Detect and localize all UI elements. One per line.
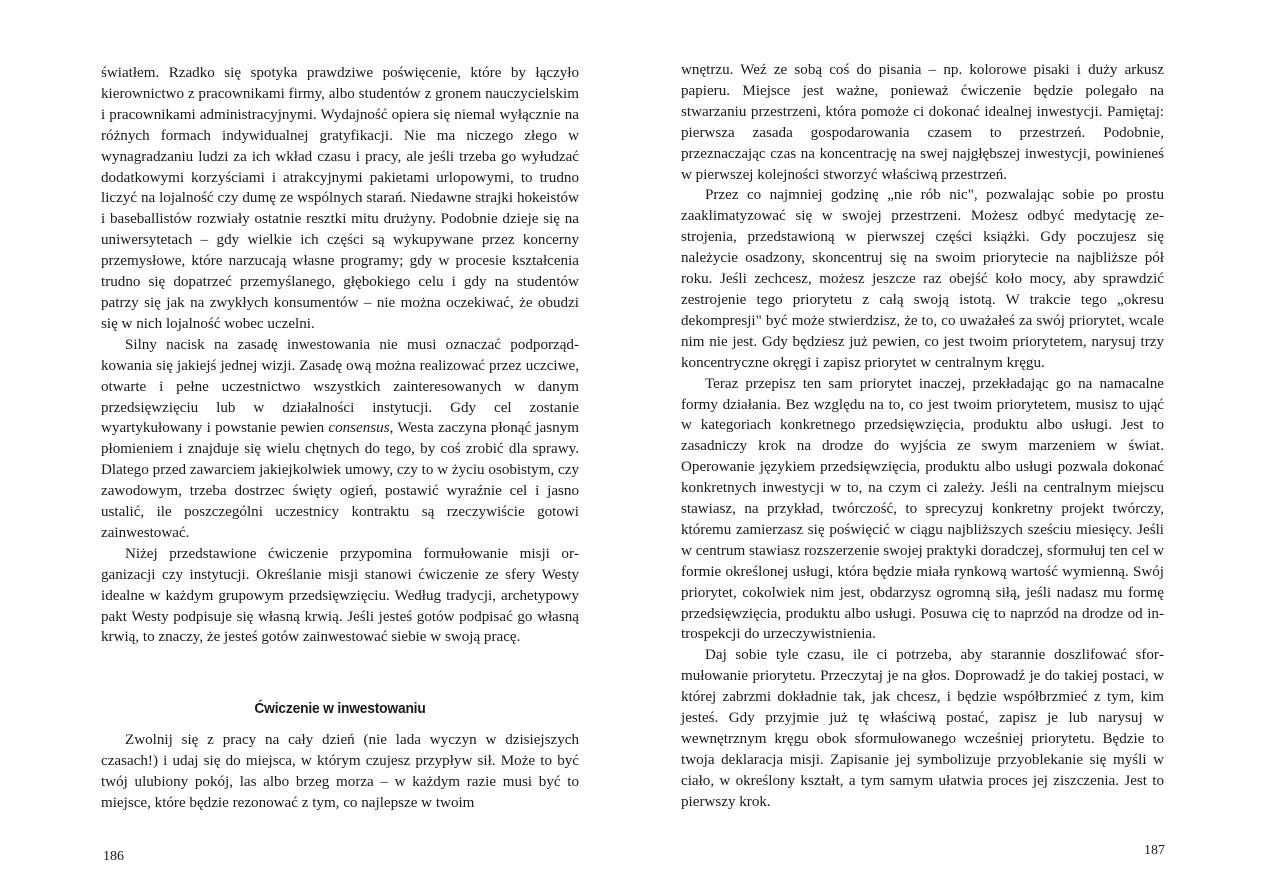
paragraph: Przez co najmniej godzinę „nie rób nic", pozwalając sobie po prostu zaaklimatyzować się w swojej przestrzeni. Możesz odbyć medytację zestrojenia, przedstawioną w pierwszej części książki. Gdy poczujesz się należycie osadzony, skoncentruj się na swoim priorytecie na najbliższe pół roku. Jeśli zechcesz, możesz jeszcze raz obejść koło mocy, aby sprawdzić zestrojenie tego priorytetu z całą swoją istotą. W trakcie tego „okresu dekompresji" być może stwierdzisz, że to, co uważałeś za swój priorytet, wcale nim nie jest. Gdy będziesz już pewien, co jest twoim priorytetem, narysuj trzy koncentryczne okręgi i zapisz priorytet w centralnym kręgu.: [681, 187, 1164, 371]
page-number: 186: [103, 849, 124, 864]
section-heading: Ćwiczenie w inwestowaniu: [254, 700, 426, 718]
paragraph: wnętrzu. Weź ze sobą coś do pisania – np. kolorowe pisaki i duży arkusz papieru. Miejsce jest ważne, ponieważ ćwiczenie będzie polegało na stwarzaniu przestrzeni, która pomoże ci dokonać idealnej inwestycji. Pamiętaj: pierwsza zasada gospodarowania czasem to przestrzeń. Podobnie, przeznaczając czas na koncentrację na swej najgłębszej inwestycji, powinieneś w pierwszej kolejności stworzyć właściwą przestrzeń.: [681, 62, 1164, 183]
page-number: 187: [1144, 843, 1165, 858]
paragraph: światłem. Rzadko się spotyka prawdziwe poświęcenie, które by łączyło kierownictwo z pracownikami firmy, albo studentów z gronem nauczycielskim i pracownikami administracyjnymi. Wydajność opiera się niemal wyłącznie na różnych formach indywidualnej gratyfikacji. Nie ma niczego złego w wynagradzaniu ludzi za ich wkład czasu i pracy, ale jeśli trzeba go wyłudzać dodatkowymi korzyściami i atrakcyjnymi pakietami urlopowymi, to trudno liczyć na lojalność czy dumę ze wspólnych starań. Niedawne strajki hokeistów i baseballistów rozwiały ostatnie resztki mitu drużyny. Podobnie dzieje się na uniwersytetach – gdy wielkie ich części są wykupywane przez koncerny przemysłowe, które narzucają własne programy; gdy w procesie kształcenia trudno się dopatrzeć przemyślanego, głębokiego celu i gdy na studentów patrzy się jak na zwykłych konsumentów – nie można oczekiwać, że obudzi się w nich lojalność wobec uczelni.: [101, 65, 579, 332]
left-text-column: [101, 63, 579, 814]
paragraph: Teraz przepisz ten sam priorytet inaczej, przekładając go na namacalne formy działania. Bez względu na to, co jest twoim priorytetem, musisz to ująć w kategoriach konkretnego przedsięwzięcia, produktu albo usługi. Jest to zasadniczy krok na drodze do wyjścia ze swym marzeniem w świat. Operowanie językiem przedsięwzięcia, produktu albo usługi pozwala dokonać konkretnych inwestycji w to, na czym ci zależy. Jeśli na centralnym miejscu stawiasz, na przykład, twórczość, to sprecyzuj konkretny projekt twórczy, któremu zamierzasz się poświęcić w ciągu najbliższych sześciu miesięcy. Jeśli w centrum stawiasz rozszerzenie swojej praktyki doradczej, sformułuj ten cel w formie określonej usługi, która będzie miała rynkową wartość wymienną. Swój priorytet, cokolwiek nim jest, obdarzysz ogromną siłą, jeśli nadasz mu formę przedsięwzięcia, produktu albo usługi. Posuwa cię to naprzód na drodze od introspekcji do urzeczywistnienia.: [681, 375, 1164, 643]
paragraph: Zwolnij się z pracy na cały dzień (nie lada wyczyn w dzisiejszych czasach!) i udaj się do miejsca, w którym czujesz przypływ sił. Może to być twój ulubiony pokój, las albo brzeg morza – w każdym razie musi być to miejsce, które będzie rezonować z tym, co najlepsze w twoim: [101, 732, 579, 812]
spacer: [101, 648, 579, 699]
spacer: [101, 719, 579, 730]
paragraph: Niżej przedstawione ćwiczenie przypomina formułowanie misji organizacji czy instytucji. Określanie misji stanowi ćwiczenie ze sfery Westy idealne w każdym grupowym przedsięwzięciu. Według tradycji, archetypowy pakt Westy podpisuje się własną krwią. Jeśli jesteś gotów podpisać go własną krwią, to znaczy, że jesteś gotów zainwestować siebie w swoją pracę.: [101, 545, 579, 646]
emphasized-term: consensus: [328, 420, 390, 437]
right-page: [631, 0, 1263, 893]
right-text-column: [681, 60, 1164, 813]
paragraph: Silny nacisk na zasadę inwestowania nie musi oznaczać podporządkowania się jakiejś jednej wizji. Zasadę ową można realizować przez uczciwe, otwarte i pełne uczestnictwo wszystkich zainteresowanych w danym przedsięwzięciu lub w działalności instytucji. Gdy cel zostanie wyartykułowany i powstanie pewien consensus, Westa zaczyna płonąć jasnym płomieniem i znajduje się wielu chętnych do tego, by coś zrobić dla sprawy. Dlatego przed zawarciem jakiejkolwiek umowy, czy to w życiu osobistym, czy zawodowym, trzeba dostrzec święty ogień, postawić wyraźnie cel i jasno ustalić, ile poszczególni uczestnicy kontraktu są rzeczywiście gotowi zainwestować.: [101, 336, 579, 541]
paragraph: Daj sobie tyle czasu, ile ci potrzeba, aby starannie doszlifować sformułowanie priorytetu. Przeczytaj je na głos. Doprowadź je do takiej postaci, w której zabrzmi dokładnie tak, jak chcesz, i będzie współbrzmieć z tym, kim jesteś. Gdy przyjmie już tę właściwą postać, zapisz je lub narysuj w wewnętrznym kręgu obok sformułowanego wcześniej priorytetu. Będzie to twoja deklaracja misji. Zapisanie jej symbolizuje przyoblekanie się myśli w ciało, w określony kształt, a tym samym ułatwia proces jej ziszczenia. Jest to pierwszy krok.: [681, 647, 1164, 810]
left-page: [0, 0, 631, 893]
